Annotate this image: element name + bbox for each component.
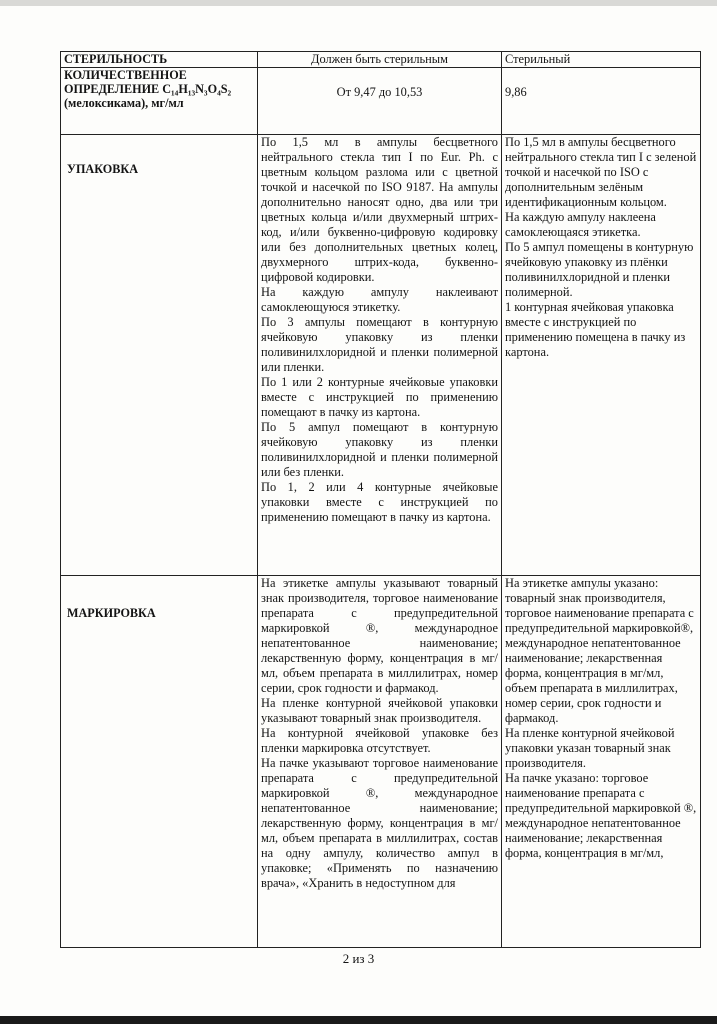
marking-result [502,576,701,948]
packaging-requirement-paragraph: По 1,5 мл в ампулы бесцветного нейтрального стекла тип I по Eur. Ph. с цветным кольцом разлома или с цветной точкой и насечкой по ISO 9187. На ампулы дополнительно наносят одно, два или три цветных кольца и/или двухмерный штрих-код, и/или буквенно-цифровую кодировку или без дополнительных цветных колец, двухмерного штрих-кода, буквенно-цифровой кодировки. [261,135,498,284]
marking-requirement-paragraph: На пачке указывают торговое наименование препарата с предупредительной маркировкой ®, международное непатентованное наименование; лекарственную форму, концентрация в мг/мл, объем препарата в миллилитрах, состав на одну ампулу, количество ампул в упаковке; «Применять по назначению врача», «Хранить в недоступном для [261,756,498,890]
sterility-label: СТЕРИЛЬНОСТЬ [64,52,168,66]
sterility-result: Стерильный [502,52,701,68]
packaging-result-paragraph: На каждую ампулу наклеена самоклеющаяся этикетка. [505,210,656,239]
assay-requirement: От 9,47 до 10,53 [258,68,502,135]
assay-label-cell [61,68,258,135]
packaging-result [502,135,701,576]
packaging-requirement-paragraph: По 3 ампулы помещают в контурную ячейковую упаковку из пленки поливинилхлоридной и пленки полимерной или пленки. [261,315,498,374]
table-row-packaging [61,135,701,576]
packaging-requirement [258,135,502,576]
packaging-result-paragraph: По 5 ампул помещены в контурную ячейковую упаковку из плёнки поливинилхлоридной и пленки полимерной. [505,240,694,299]
marking-requirement-paragraph: На этикетке ампулы указывают товарный знак производителя, торговое наименование препарата с предупредительной маркировкой ®, международное непатентованное наименование; лекарственную форму, концентрация в мг/мл, объем препарата в миллилитрах, номер серии, срок годности и фармакод. [261,576,498,695]
packaging-requirement-paragraph: На каждую ампулу наклеивают самоклеющуюся этикетку. [261,285,498,314]
packaging-result-paragraph: По 1,5 мл в ампулы бесцветного нейтрального стекла тип I с зеленой точкой и насечкой по ISO с дополнительным зелёным идентификационным кольцом. [505,135,697,209]
marking-result-paragraph: На пленке контурной ячейковой упаковки указан товарный знак производителя. [505,726,675,770]
assay-result: 9,86 [502,68,701,135]
packaging-label-cell [61,135,258,576]
marking-requirement [258,576,502,948]
marking-requirement-paragraph: На контурной ячейковой упаковке без пленки маркировка отсутствует. [261,726,498,755]
marking-result-paragraph: На этикетке ампулы указано: товарный знак производителя, торговое наименование препарата с предупредительной маркировкой®, международное непатентованное наименование; лекарственная форма, концентрация в мг/мл, объем препарата в миллилитрах, номер серии, срок годности и фармакод. [505,576,694,725]
page-number: 2 из 3 [342,951,375,966]
scan-bottom-edge [0,1016,717,1024]
packaging-requirement-paragraph: По 1 или 2 контурные ячейковые упаковки вместе с инструкцией по применению помещают в пачку из картона. [261,375,498,419]
marking-requirement-paragraph: На пленке контурной ячейковой упаковки указывают товарный знак производителя. [261,696,498,725]
table-row-sterility [61,52,701,68]
packaging-label: УПАКОВКА [67,162,139,176]
scan-top-edge [0,0,717,6]
packaging-result-paragraph: 1 контурная ячейковая упаковка вместе с инструкцией по применению помещена в пачку из картона. [505,300,686,359]
sterility-label-cell [61,52,258,68]
assay-label: КОЛИЧЕСТВЕННОЕ ОПРЕДЕЛЕНИЕ C₁₄H₁₃N₃O₄S₂ (мелоксикама), мг/мл [64,68,232,110]
marking-label-cell [61,576,258,948]
sterility-requirement: Должен быть стерильным [258,52,502,68]
table-row-marking [61,576,701,948]
specification-table [60,51,701,948]
packaging-requirement-paragraph: По 5 ампул помещают в контурную ячейковую упаковку из пленки поливинилхлоридной и пленки полимерной или без пленки. [261,420,498,479]
table-row-assay [61,68,701,135]
marking-label: МАРКИРОВКА [67,606,156,620]
packaging-requirement-paragraph: По 1, 2 или 4 контурные ячейковые упаковки вместе с инструкцией по применению помещают в пачку из картона. [261,480,498,524]
marking-result-paragraph: На пачке указано: торговое наименование препарата с предупредительной маркировкой ®, международное непатентованное наименование; лекарственная форма, концентрация в мг/мл, [505,771,697,860]
